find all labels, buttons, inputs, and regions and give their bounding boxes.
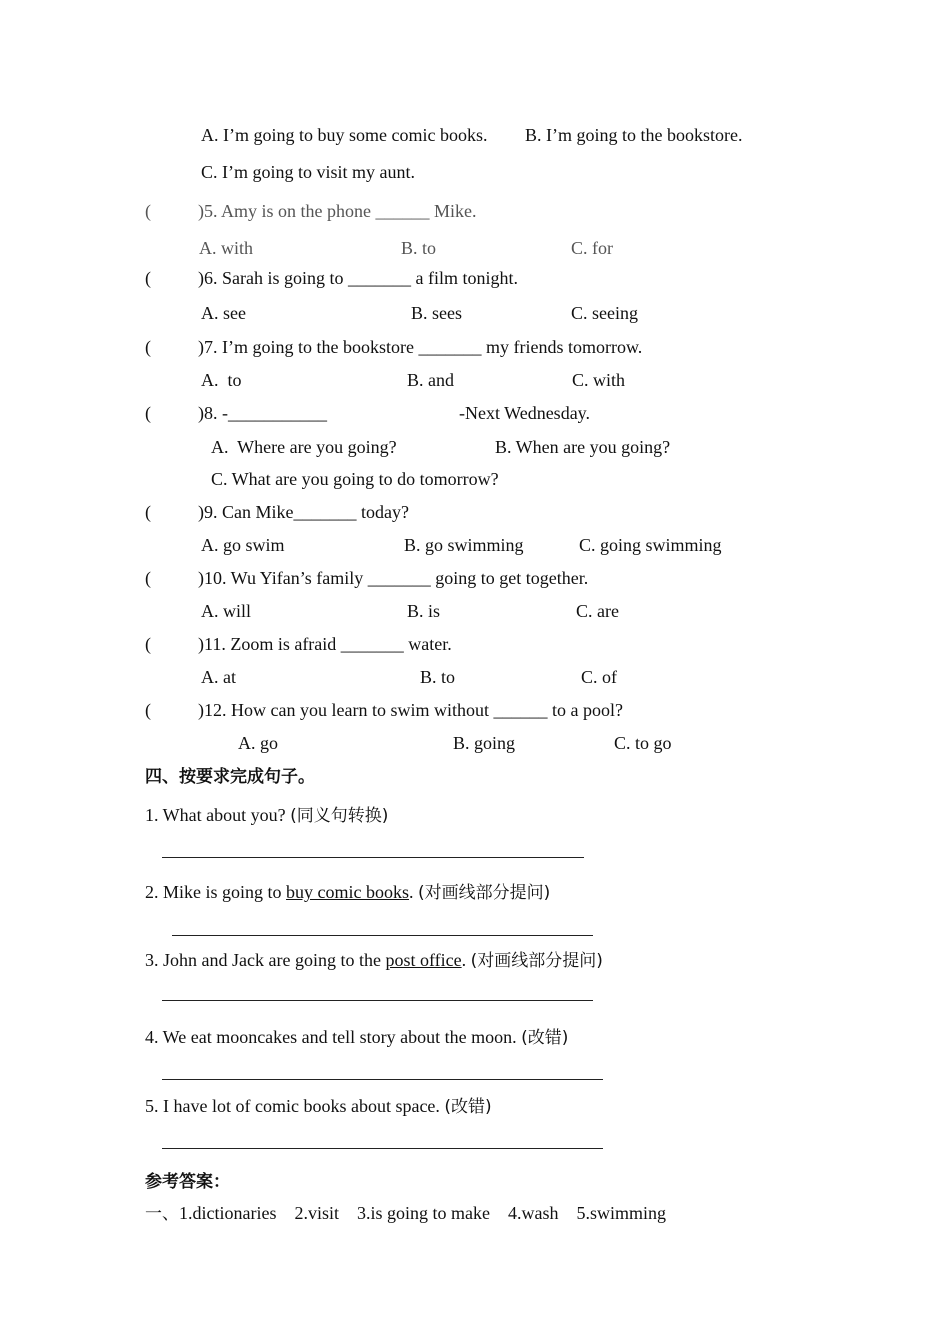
- q5-option-c: C. for: [571, 238, 613, 258]
- answers-heading: 参考答案：: [145, 1172, 230, 1192]
- q6-option-b: B. sees: [411, 303, 462, 323]
- answer-blank-4[interactable]: [162, 1079, 603, 1080]
- answer-blank-5[interactable]: [162, 1148, 603, 1149]
- q10-option-b: B. is: [407, 601, 441, 621]
- q9-option-c: C. going swimming: [579, 535, 722, 555]
- q10-option-a: A. will: [201, 601, 252, 621]
- q8-answer-line: -Next Wednesday.: [459, 403, 591, 423]
- s4-item-2: [145, 881, 550, 904]
- q12-option-b: B. going: [453, 733, 516, 753]
- q7-paren: (: [145, 337, 151, 357]
- q10-option-c: C. are: [576, 601, 619, 621]
- s4-item-3-text: 3. John and Jack are going to the: [145, 950, 386, 970]
- q9-stem: )9. Can Mike_______ today?: [198, 502, 409, 522]
- q10-paren: (: [145, 568, 151, 588]
- q8-option-b: B. When are you going?: [495, 437, 671, 457]
- q12-option-a: A. go: [238, 733, 278, 753]
- s4-item-4-text: 4. We eat mooncakes and tell story about the moon.: [145, 1027, 522, 1047]
- answer-blank-2[interactable]: [172, 935, 593, 936]
- s4-item-3-instruction: (对画线部分提问): [470, 951, 603, 971]
- s4-item-5-text: 5. I have lot of comic books about space.: [145, 1096, 445, 1116]
- q8-stem: )8. -___________: [198, 403, 327, 423]
- q7-option-b: B. and: [407, 370, 454, 390]
- q7-option-c: C. with: [572, 370, 626, 390]
- s4-item-5: [145, 1095, 492, 1118]
- q10-stem: )10. Wu Yifan’s family _______ going to get together.: [198, 568, 589, 588]
- q11-paren: (: [145, 634, 151, 654]
- q7-option-a: A. to: [201, 370, 242, 390]
- q12-stem: )12. How can you learn to swim without ______ to a pool?: [198, 700, 623, 720]
- s4-item-2-underlined: buy comic books: [286, 882, 410, 902]
- s4-item-3-post: .: [461, 950, 471, 970]
- q5-option-b: B. to: [401, 238, 437, 258]
- q6-option-a: A. see: [201, 303, 246, 323]
- q8-option-a: A. Where are you going?: [211, 437, 397, 457]
- s4-item-4: [145, 1026, 568, 1049]
- q8-paren: (: [145, 403, 151, 423]
- answers-line-1-text: 1.dictionaries 2.visit 3.is going to make 4.wash 5.swimming: [179, 1203, 666, 1223]
- q6-stem: )6. Sarah is going to _______ a film tonight.: [198, 268, 518, 288]
- q7-stem: )7. I’m going to the bookstore _______ my friends tomorrow.: [198, 337, 643, 357]
- q4-option-a: A. I’m going to buy some comic books.: [201, 125, 488, 145]
- q11-stem: )11. Zoom is afraid _______ water.: [198, 634, 452, 654]
- q4-option-b: B. I’m going to the bookstore.: [525, 125, 743, 145]
- q5-paren: (: [145, 201, 151, 221]
- s4-item-3-underlined: post office: [385, 950, 462, 970]
- s4-item-5-instruction: (改错): [444, 1097, 492, 1117]
- q11-option-c: C. of: [581, 667, 617, 687]
- q8-option-c: C. What are you going to do tomorrow?: [211, 469, 499, 489]
- q12-option-c: C. to go: [614, 733, 672, 753]
- s4-item-1-instruction: (同义句转换): [290, 806, 389, 826]
- q5-stem: )5. Amy is on the phone ______ Mike.: [198, 201, 477, 221]
- q5-option-a: A. with: [199, 238, 253, 258]
- q9-paren: (: [145, 502, 151, 522]
- s4-item-2-text: 2. Mike is going to: [145, 882, 287, 902]
- q9-option-a: A. go swim: [201, 535, 285, 555]
- s4-item-2-post: .: [409, 882, 419, 902]
- q9-option-b: B. go swimming: [404, 535, 524, 555]
- q12-paren: (: [145, 700, 151, 720]
- s4-item-3: [145, 949, 603, 972]
- answers-line-1-prefix: 一、: [145, 1204, 179, 1224]
- s4-item-2-instruction: (对画线部分提问): [418, 883, 551, 903]
- q11-option-a: A. at: [201, 667, 236, 687]
- answer-blank-1[interactable]: [162, 857, 584, 858]
- q11-option-b: B. to: [420, 667, 456, 687]
- s4-item-4-instruction: (改错): [521, 1028, 569, 1048]
- section4-heading: 四、按要求完成句子。: [145, 767, 315, 787]
- q6-paren: (: [145, 268, 151, 288]
- answer-blank-3[interactable]: [162, 1000, 593, 1001]
- answers-line-1: [145, 1202, 666, 1225]
- s4-item-1-text: 1. What about you?: [145, 805, 291, 825]
- q4-option-c: C. I’m going to visit my aunt.: [201, 162, 415, 182]
- s4-item-1: [145, 804, 388, 827]
- q6-option-c: C. seeing: [571, 303, 638, 323]
